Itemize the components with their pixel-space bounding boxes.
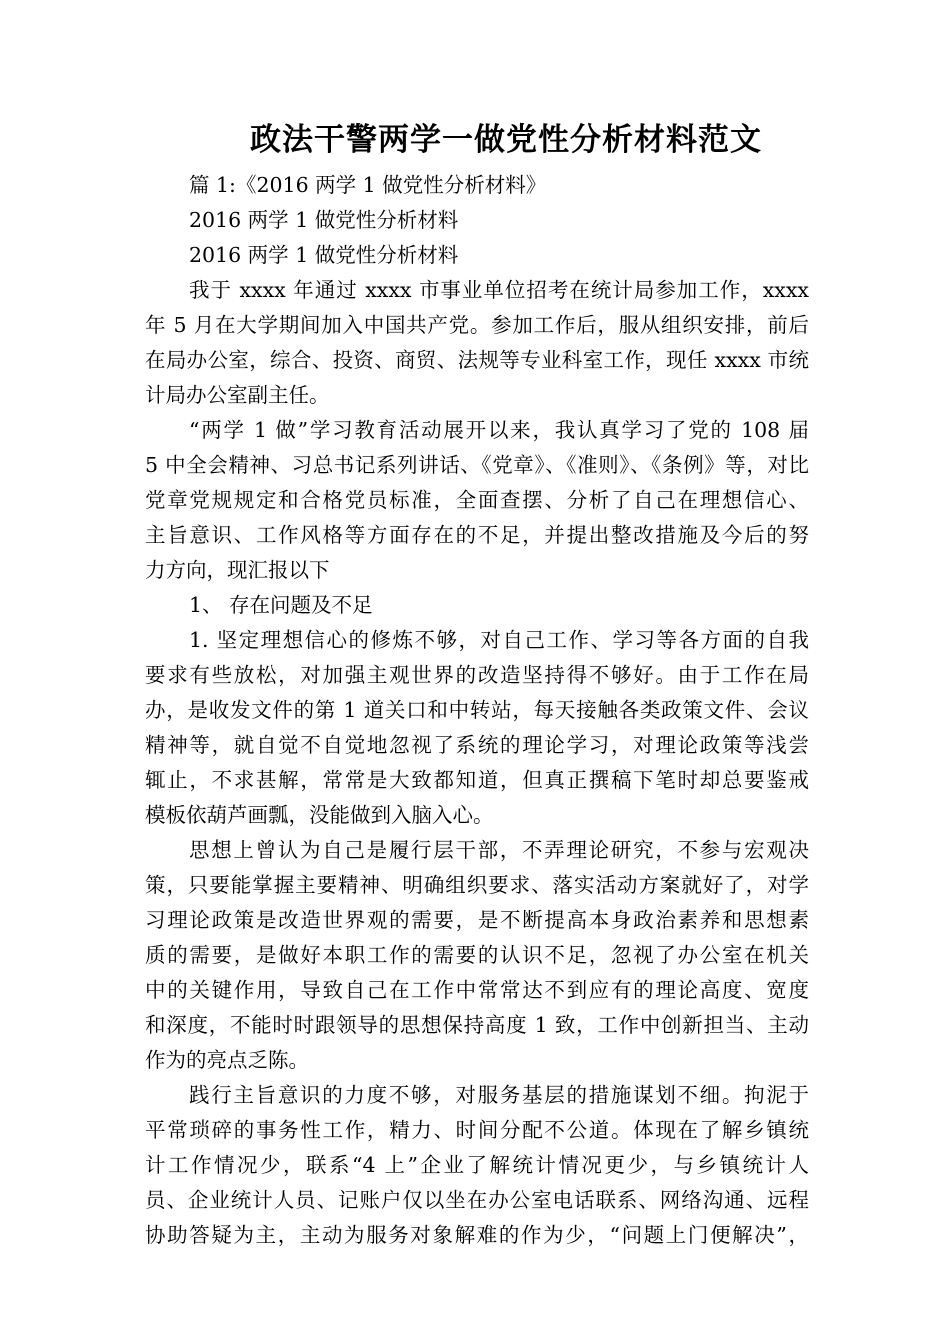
text-line: 精神等，就自觉不自觉地忽视了系统的理论学习，对理论政策等浅尝 (145, 733, 809, 757)
text-line: 要求有些放松，对加强主观世界的改造坚持得不够好。由于工作在局 (145, 663, 809, 687)
text-line: 计局办公室副主任。 (145, 383, 330, 407)
text-line: 策，只要能掌握主要精神、明确组织要求、落实活动方案就好了，对学 (145, 873, 809, 897)
text-line: 协助答疑为主，主动为服务对象解难的作为少，“问题上门便解决”， (145, 1223, 809, 1247)
text-line: 和深度，不能时时跟领导的思想保持高度 1 致，工作中创新担当、主动 (145, 1013, 809, 1037)
text-line: 在局办公室，综合、投资、商贸、法规等专业科室工作，现任 xxxx 市统 (145, 348, 809, 372)
text-line: 我于 xxxx 年通过 xxxx 市事业单位招考在统计局参加工作，xxxx (189, 278, 809, 302)
text-line: 2016 两学 1 做党性分析材料 (189, 243, 459, 267)
text-line: 办，是收发文件的第 1 道关口和中转站，每天接触各类政策文件、会议 (145, 698, 809, 722)
text-line: 模板依葫芦画瓢，没能做到入脑入心。 (145, 803, 494, 827)
text-line: 1. 坚定理想信心的修炼不够，对自己工作、学习等各方面的自我 (189, 628, 809, 652)
text-line: 习理论政策是改造世界观的需要，是不断提高本身政治素养和思想素 (145, 908, 809, 932)
document-title: 政法干警两学一做党性分析材料范文 (250, 122, 762, 158)
text-line: 5 中全会精神、习总书记系列讲话、《党章》、《准则》、《条例》等，对比 (145, 453, 809, 477)
text-line: 2016 两学 1 做党性分析材料 (189, 208, 459, 232)
text-line: 作为的亮点乏陈。 (145, 1048, 309, 1072)
text-line: 主旨意识、工作风格等方面存在的不足，并提出整改措施及今后的努 (145, 523, 809, 547)
text-line: 中的关键作用，导致自己在工作中常常达不到应有的理论高度、宽度 (145, 978, 809, 1002)
text-line: 员、企业统计人员、记账户仅以坐在办公室电话联系、网络沟通、远程 (145, 1188, 809, 1212)
text-line: 力方向，现汇报以下 (145, 558, 330, 582)
text-line: 思想上曾认为自己是履行层干部，不弄理论研究，不参与宏观决 (189, 838, 809, 862)
text-line: 践行主旨意识的力度不够，对服务基层的措施谋划不细。拘泥于 (189, 1083, 809, 1107)
text-line: 1、 存在问题及不足 (189, 593, 373, 617)
text-line: 平常琐碎的事务性工作，精力、时间分配不公道。体现在了解乡镇统 (145, 1118, 809, 1142)
text-line: “两学 1 做”学习教育活动展开以来，我认真学习了党的 108 届 (189, 418, 809, 442)
text-line: 年 5 月在大学期间加入中国共产党。参加工作后，服从组织安排，前后 (145, 313, 809, 337)
text-line: 计工作情况少，联系“4 上”企业了解统计情况更少，与乡镇统计人 (145, 1153, 809, 1177)
text-line: 质的需要，是做好本职工作的需要的认识不足，忽视了办公室在机关 (145, 943, 809, 967)
document-body (145, 168, 809, 1253)
text-line: 篇 1:《2016 两学 1 做党性分析材料》 (189, 173, 547, 197)
text-line: 辄止，不求甚解，常常是大致都知道，但真正撰稿下笔时却总要鉴戒 (145, 768, 809, 792)
text-line: 党章党规规定和合格党员标准，全面查摆、分析了自己在理想信心、 (145, 488, 809, 512)
